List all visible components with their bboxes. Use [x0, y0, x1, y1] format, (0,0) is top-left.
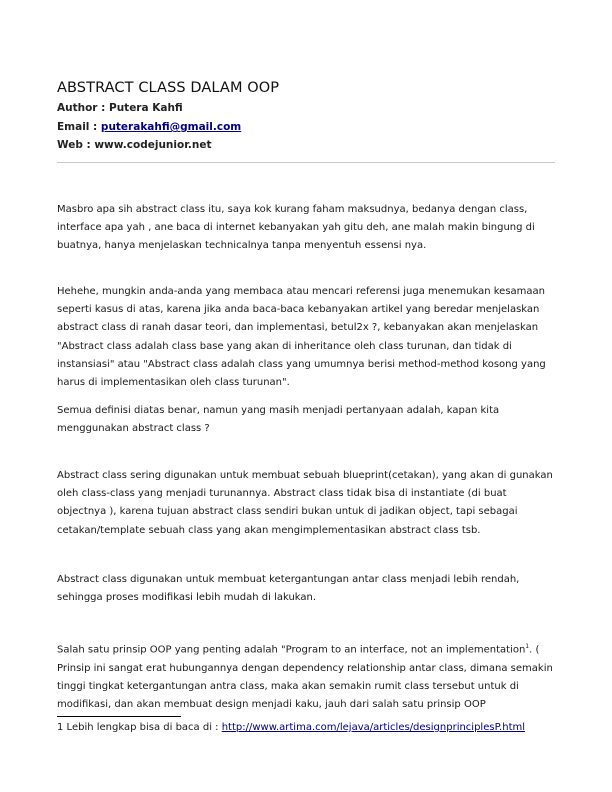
paragraph-2: Hehehe, mungkin anda-anda yang membaca atau mencari referensi juga menemukan kesamaan seperti kasus di atas, karena jika anda baca-baca kebanyakan artikel yang beredar menjelaskan abstract class di ranah dasar teori, dan implementasi, betul2x ?, kebanyakan akan menjelaskan "Abstract class adalah class base yang akan di inheritance oleh class turunan, dan tidak di instansiasi" atau "Abstract class adalah class yang umumnya berisi method-method kosong yang harus di implementasikan oleh class turunan". — [57, 286, 546, 389]
paragraph-3: Semua definisi diatas benar, namun yang masih menjadi pertanyaan adalah, kapan kita menggunakan abstract class ? — [57, 405, 500, 435]
paragraph-4: Abstract class sering digunakan untuk membuat sebuah blueprint(cetakan), yang akan di gunakan oleh class-class yang menjadi turunannya. Abstract class tidak bisa di instantiate (di buat objectnya ), karena tujuan abstract class sendiri bukan untuk di jadikan object, tapi sebagai cetakan/template sebuah class yang akan mengimplementasikan abstract class tsb. — [57, 470, 553, 536]
footnote-reference: 1 — [525, 643, 530, 650]
paragraph-5: Abstract class digunakan untuk membuat ketergantungan antar class menjadi lebih rendah, sehingga proses modifikasi lebih mudah di lakukan. — [57, 574, 520, 604]
footnote-link[interactable]: http://www.artima.com/lejava/articles/designprinciplesP.html — [221, 722, 526, 733]
web-address: www.codejunior.net — [94, 139, 212, 151]
author-line — [57, 102, 183, 114]
web-line — [57, 139, 212, 151]
document-title: ABSTRACT CLASS DALAM OOP — [57, 80, 280, 96]
paragraph-6 — [57, 638, 557, 714]
author-name: Putera Kahfi — [109, 102, 183, 114]
footnote-divider — [57, 716, 181, 717]
header-divider — [57, 162, 555, 163]
footnote-text: Lebih lengkap bisa di baca di : — [63, 722, 222, 733]
paragraph-6-end: . ( Prinsip ini sangat erat hubungannya dengan dependency relationship antar class, dimana semakin tinggi tingkat ketergantungan antra class, maka akan semakin rumit class tersebut untuk di modifikasi, dan akan membuat design menjadi kaku, jauh dari salah satu prinsip OOP — [57, 644, 553, 710]
paragraph-6-start: Salah satu prinsip OOP yang penting adalah "Program to an interface, not an implementation — [57, 644, 526, 656]
web-label: Web : — [57, 139, 95, 151]
author-label: Author : — [57, 102, 109, 114]
email-line — [57, 121, 241, 133]
email-label: Email : — [57, 121, 101, 133]
footnote-number: 1 — [57, 722, 64, 733]
paragraph-1: Masbro apa sih abstract class itu, saya kok kurang faham maksudnya, bedanya dengan class, interface apa yah , ane baca di internet kebanyakan yah gitu deh, ane malah makin bingung di buatnya, hanya menjelaskan technicalnya tanpa menyentuh essensi nya. — [57, 204, 535, 252]
footnote — [57, 722, 525, 733]
email-link[interactable]: puterakahfi@gmail.com — [100, 121, 242, 133]
